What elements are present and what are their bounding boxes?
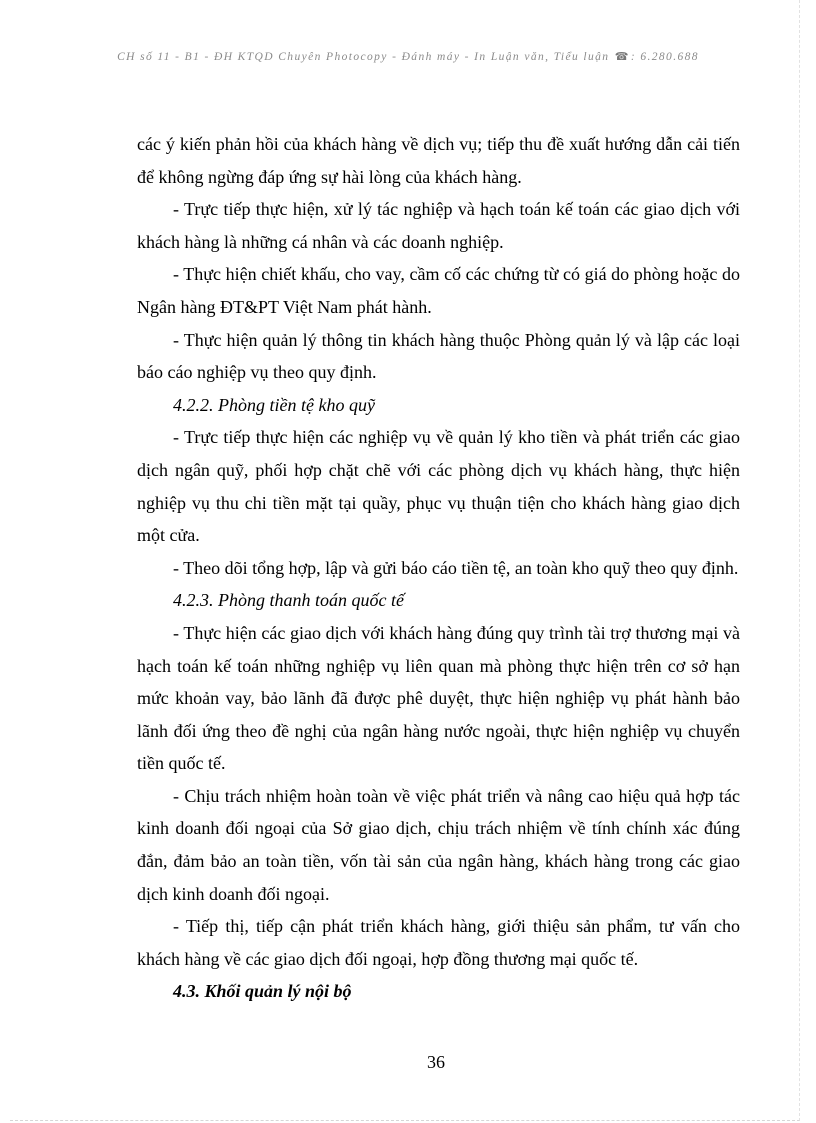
section-heading: 4.3. Khối quản lý nội bộ	[173, 981, 352, 1002]
paragraph-bullet: - Trực tiếp thực hiện, xử lý tác nghiệp và hạch toán kế toán các giao dịch với khách hàng là những cá nhân và các doanh nghiệp.	[137, 199, 740, 252]
paragraph-bullet: - Theo dõi tổng hợp, lập và gửi báo cáo tiền tệ, an toàn kho quỹ theo quy định.	[173, 557, 739, 578]
paragraph-bullet: - Thực hiện chiết khấu, cho vay, cầm cố các chứng từ có giá do phòng hoặc do Ngân hàng ĐT&PT Việt Nam phát hành.	[137, 264, 740, 317]
paragraph-bullet: - Chịu trách nhiệm hoàn toàn về việc phát triển và nâng cao hiệu quả hợp tác kinh doanh đối ngoại của Sở giao dịch, chịu trách nhiệm về tính chính xác đúng đắn, đảm bảo an toàn tiền, vốn tài sản của ngân hàng, khách hàng trong các giao dịch kinh doanh đối ngoại.	[137, 785, 740, 904]
paragraph-continuation: các ý kiến phản hồi của khách hàng về dịch vụ; tiếp thu đề xuất hướng dẫn cải tiến để không ngừng đáp ứng sự hài lòng của khách hàng.	[137, 134, 740, 187]
section-subheading: 4.2.2. Phòng tiền tệ kho quỹ	[173, 394, 375, 415]
telephone-icon: ☎	[614, 51, 630, 63]
header-phone: : 6.280.688	[630, 51, 699, 63]
header-text: CH số 11 - B1 - ĐH KTQD Chuyên Photocopy - Đánh máy - In Luận văn, Tiểu luận	[117, 51, 610, 63]
paragraph-bullet: - Thực hiện quản lý thông tin khách hàng thuộc Phòng quản lý và lập các loại báo cáo nghiệp vụ theo quy định.	[137, 329, 740, 383]
page-number: 36	[427, 1052, 445, 1072]
paragraph-bullet: - Tiếp thị, tiếp cận phát triển khách hàng, giới thiệu sản phẩm, tư vấn cho khách hàng về các giao dịch đối ngoại, hợp đồng thương mại quốc tế.	[137, 916, 740, 969]
page-header	[0, 50, 816, 63]
paragraph-bullet: - Trực tiếp thực hiện các nghiệp vụ về quản lý kho tiền và phát triển các giao dịch ngân quỹ, phối hợp chặt chẽ với các phòng dịch vụ khách hàng, thực hiện nghiệp vụ thu chi tiền mặt tại quầy, phục vụ thuận tiện cho khách hàng giao dịch một cửa.	[137, 427, 740, 546]
paragraph-bullet: - Thực hiện các giao dịch với khách hàng đúng quy trình tài trợ thương mại và hạch toán kế toán những nghiệp vụ liên quan mà phòng thực hiện trên cơ sở hạn mức khoản vay, bảo lãnh đã được phê duyệt, thực hiện nghiệp vụ phát hành bảo lãnh đối ứng theo đề nghị của ngân hàng nước ngoài, thực hiện nghiệp vụ chuyển tiền quốc tế.	[137, 622, 740, 774]
section-subheading: 4.2.3. Phòng thanh toán quốc tế	[173, 590, 404, 611]
document-body	[137, 128, 740, 1008]
